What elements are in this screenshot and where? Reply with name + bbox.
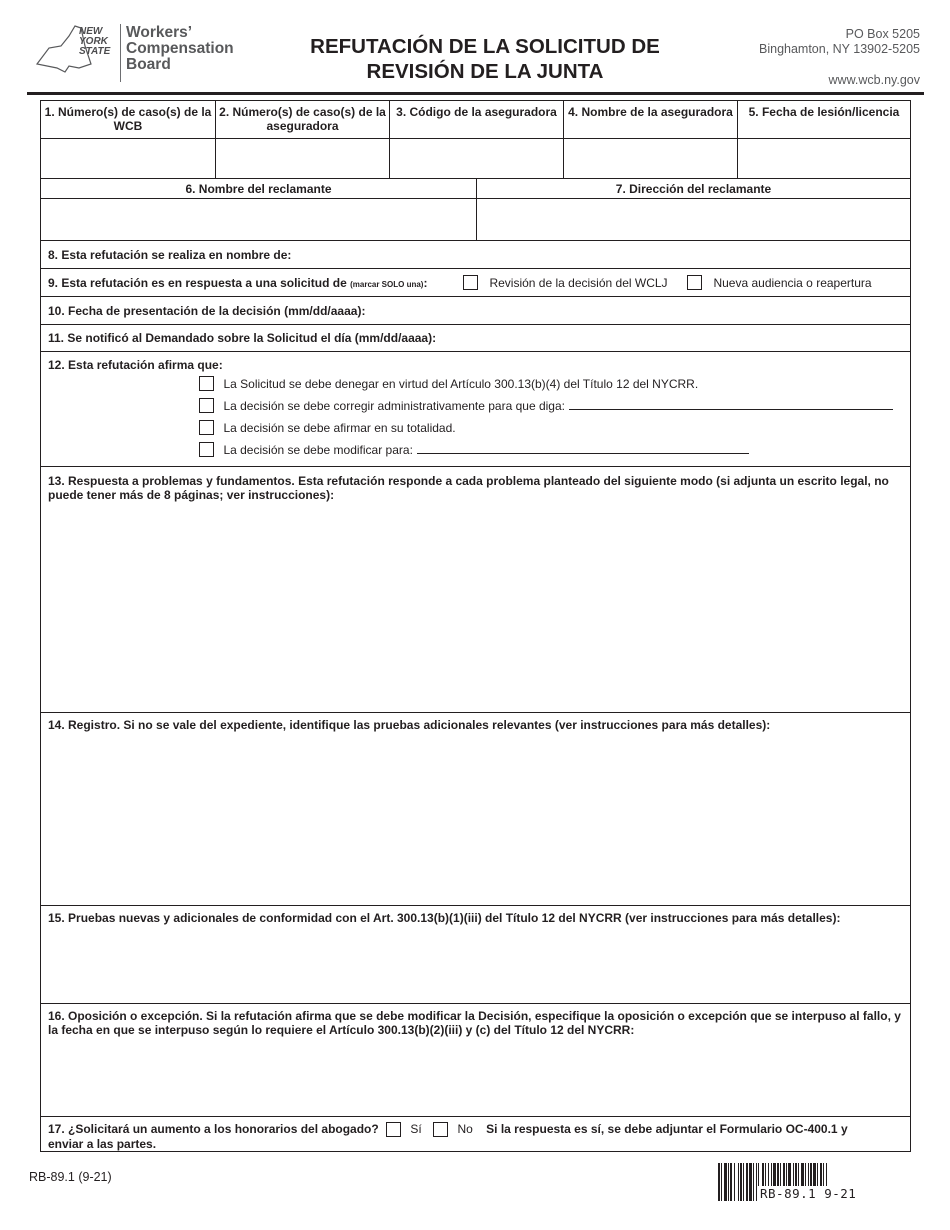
carrier-name-field[interactable] [564,139,738,178]
q10-row[interactable] [41,297,910,325]
claimant-header-row [41,179,910,199]
checkbox-fee-yes[interactable] [386,1122,401,1137]
q11-label: 11. Se notificó al Demandado sobre la Solicitud el día (mm/dd/aaaa): [48,331,437,345]
q9-option-rehearing: Nueva audiencia o reapertura [687,274,872,292]
correction-text-line[interactable] [569,398,893,410]
q13-label: 13. Respuesta a problemas y fundamentos. Esta refutación responde a cada problema planteado del siguiente modo (si adjunta un escrito legal, no puede tener más de 8 páginas; ver instrucciones): [48,474,889,502]
q12-label: 12. Esta refutación afirma que: [48,358,223,372]
checkbox-wclj-review[interactable] [463,275,478,290]
q12-option-modify: La decisión se debe modificar para: [199,441,749,459]
website-link[interactable]: www.wcb.ny.gov [828,73,920,87]
checkbox-affirm[interactable] [199,420,214,435]
q17-label: 17. ¿Solicitará un aumento a los honorarios del abogado? Sí No Si la respuesta es sí, se debe adjuntar el Formulario OC-400.1 y enviar a las partes. [48,1122,848,1152]
wcb-case-number-field[interactable] [41,139,216,178]
checkbox-deny[interactable] [199,376,214,391]
form-code: RB-89.1 (9-21) [29,1170,112,1184]
carrier-code-label: 3. Código de la aseguradora [390,101,564,138]
q14-label: 14. Registro. Si no se vale del expediente, identifique las pruebas adicionales relevantes (ver instrucciones para más detalles): [48,718,771,732]
carrier-name-label: 4. Nombre de la aseguradora [564,101,738,138]
q8-row[interactable] [41,241,910,269]
checkbox-modify[interactable] [199,442,214,457]
q13-row[interactable] [41,467,910,713]
mailing-address: PO Box 5205 Binghamton, NY 13902-5205 [759,27,920,56]
checkbox-rehearing[interactable] [687,275,702,290]
q9-option-wclj: Revisión de la decisión del WCLJ [463,274,668,292]
q12-row [41,352,910,467]
claimant-address-field[interactable] [477,199,910,240]
q15-row[interactable] [41,906,910,1004]
claimant-address-label: 7. Dirección del reclamante [615,182,772,196]
wcb-case-number-label: 1. Número(s) de caso(s) de la WCB [41,101,216,138]
carrier-code-field[interactable] [390,139,564,178]
header-rule [27,92,924,95]
form-title: REFUTACIÓN DE LA SOLICITUD DE REVISIÓN DE LA JUNTA [310,35,660,83]
q16-label: 16. Oposición o excepción. Si la refutación afirma que se debe modificar la Decisión, especifique la oposición o excepción que se interpuso al fallo, y la fecha en que se interpuso según lo requiere el Artículo 300.13(b)(2)(iii) y (c) del Título 12 del NYCRR: [48,1009,901,1037]
checkbox-fee-no[interactable] [433,1122,448,1137]
injury-date-field[interactable] [738,139,910,178]
claimant-name-field[interactable] [41,199,477,240]
q9-label: 9. Esta refutación es en respuesta a una solicitud de (marcar SOLO una): [48,276,428,290]
barcode-text: RB-89.1 9-21 [760,1186,857,1201]
checkbox-correct[interactable] [199,398,214,413]
q8-label: 8. Esta refutación se realiza en nombre de: [48,248,292,262]
q14-row[interactable] [41,713,910,906]
logo-divider [120,24,121,82]
case-info-input-row [41,139,910,179]
q17-row [41,1117,910,1151]
nys-wcb-logo [35,24,245,84]
q9-row [41,269,910,297]
logo-state-text: NEW YORK STATE [79,26,111,57]
q10-label: 10. Fecha de presentación de la decisión (mm/dd/aaaa): [48,304,366,318]
carrier-case-number-label: 2. Número(s) de caso(s) de la aseguradora [216,101,390,138]
injury-date-label: 5. Fecha de lesión/licencia [748,105,900,119]
rebuttal-form [40,100,911,1152]
q16-row[interactable] [41,1004,910,1117]
case-info-header-row [41,101,910,139]
q12-option-affirm: La decisión se debe afirmar en su totalidad. [199,419,456,437]
q11-row[interactable] [41,325,910,352]
agency-name: Workers’ Compensation Board [126,24,234,73]
q12-option-deny: La Solicitud se debe denegar en virtud del Artículo 300.13(b)(4) del Título 12 del NYCRR. [199,375,698,393]
q15-label: 15. Pruebas nuevas y adicionales de conformidad con el Art. 300.13(b)(1)(iii) del Título 12 del NYCRR (ver instrucciones para más detalles): [48,911,841,925]
q12-option-correct: La decisión se debe corregir administrativamente para que diga: [199,397,904,415]
modify-text-line[interactable] [417,442,749,454]
claimant-input-row [41,199,910,241]
claimant-name-label: 6. Nombre del reclamante [41,179,477,198]
carrier-case-number-field[interactable] [216,139,390,178]
